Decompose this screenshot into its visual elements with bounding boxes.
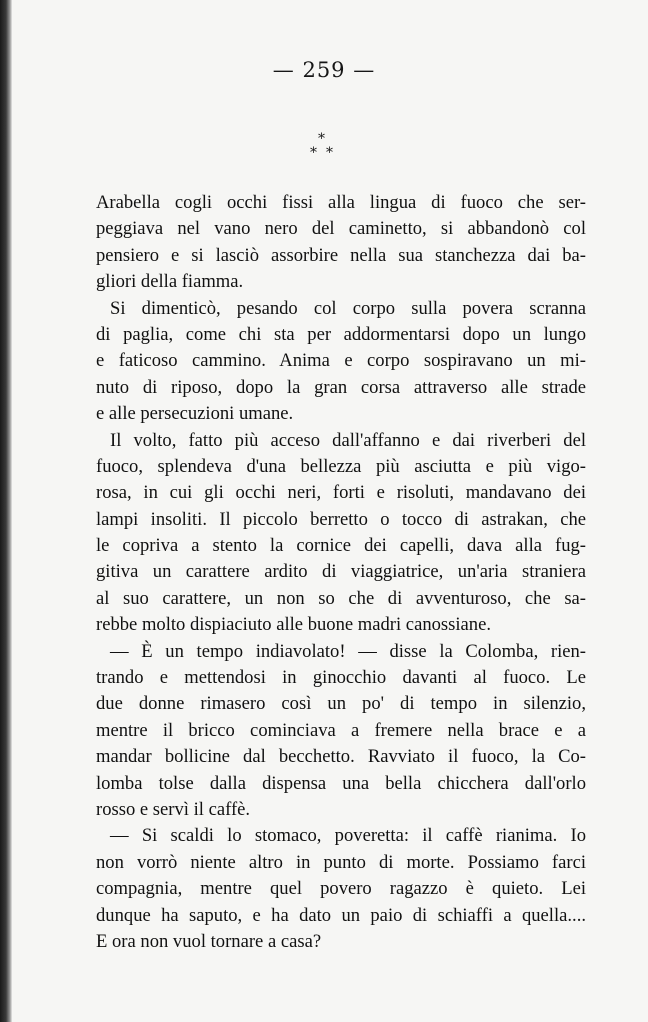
text-line: pensiero e si lasciò assorbire nella sua stanchezza dai ba-: [96, 244, 586, 266]
text-line: due donne rimasero così un po' di tempo in silenzio,: [96, 693, 586, 715]
text-line: Arabella cogli occhi fissi alla lingua di fuoco che ser-: [96, 192, 586, 213]
text-line: mentre il bricco cominciava a fremere nella brace e a: [96, 719, 586, 741]
text-line: di paglia, come chi sta per addormentarsi dopo un lungo: [96, 323, 586, 345]
text-line: rosa, in cui gli occhi neri, forti e risoluti, mandavano dei: [96, 482, 586, 504]
text-line: compagnia, mentre quel povero ragazzo è quieto. Lei: [96, 878, 586, 900]
body-text: [96, 190, 586, 955]
text-line: nuto di riposo, dopo la gran corsa attraverso alle strade: [96, 376, 586, 398]
text-line: gitiva un carattere ardito di viaggiatrice, un'aria straniera: [96, 561, 586, 583]
text-line: — Si scaldi lo stomaco, poveretta: il caffè rianima. Io: [110, 825, 586, 847]
paragraph: [96, 296, 586, 428]
text-line: mandar bollicine dal becchetto. Ravviato il fuoco, la Co-: [96, 746, 586, 768]
text-line: e alle persecuzioni umane.: [96, 403, 294, 425]
text-line: fuoco, splendeva d'una bellezza più asciutta e più vigo-: [96, 455, 586, 477]
text-line: gliori della fiamma.: [96, 271, 244, 293]
text-line: e faticoso cammino. Anima e corpo sospiravano un mi-: [96, 350, 586, 372]
section-asterism: [300, 132, 348, 168]
page-number: — 259 —: [272, 58, 376, 82]
text-line: dunque ha saputo, e ha dato un paio di schiaffi a quella....: [96, 904, 586, 926]
asterism-star: *: [310, 145, 317, 161]
asterism-star: *: [326, 145, 333, 161]
text-line: — È un tempo indiavolato! — disse la Colomba, rien-: [110, 640, 586, 662]
paragraph: [96, 823, 586, 955]
text-line: rebbe molto dispiaciuto alle buone madri canossiane.: [96, 614, 491, 636]
text-line: al suo carattere, un non so che di avventuroso, che sa-: [96, 587, 586, 609]
text-line: E ora non vuol tornare a casa?: [96, 930, 322, 952]
text-line: Si dimenticò, pesando col corpo sulla povera scranna: [110, 297, 586, 319]
text-line: non vorrò niente altro in punto di morte. Possiamo farci: [96, 851, 586, 873]
paragraph: [96, 428, 586, 639]
text-line: rosso e servì il caffè.: [96, 798, 251, 820]
asterism-star: *: [318, 131, 325, 147]
paragraph: [96, 639, 586, 824]
text-line: lomba tolse dalla dispensa una bella chicchera dall'orlo: [96, 772, 586, 794]
page-spine-shadow: [0, 0, 12, 1022]
paragraph: [96, 190, 586, 296]
text-line: trando e mettendosi in ginocchio davanti al fuoco. Le: [96, 667, 586, 689]
text-line: lampi insoliti. Il piccolo berretto o tocco di astrakan, che: [96, 508, 586, 530]
text-line: Il volto, fatto più acceso dall'affanno e dai riverberi del: [110, 429, 586, 451]
text-line: peggiava nel vano nero del caminetto, si abbandonò col: [96, 218, 586, 240]
text-line: le copriva a stento la cornice dei capelli, dava alla fug-: [96, 535, 586, 557]
